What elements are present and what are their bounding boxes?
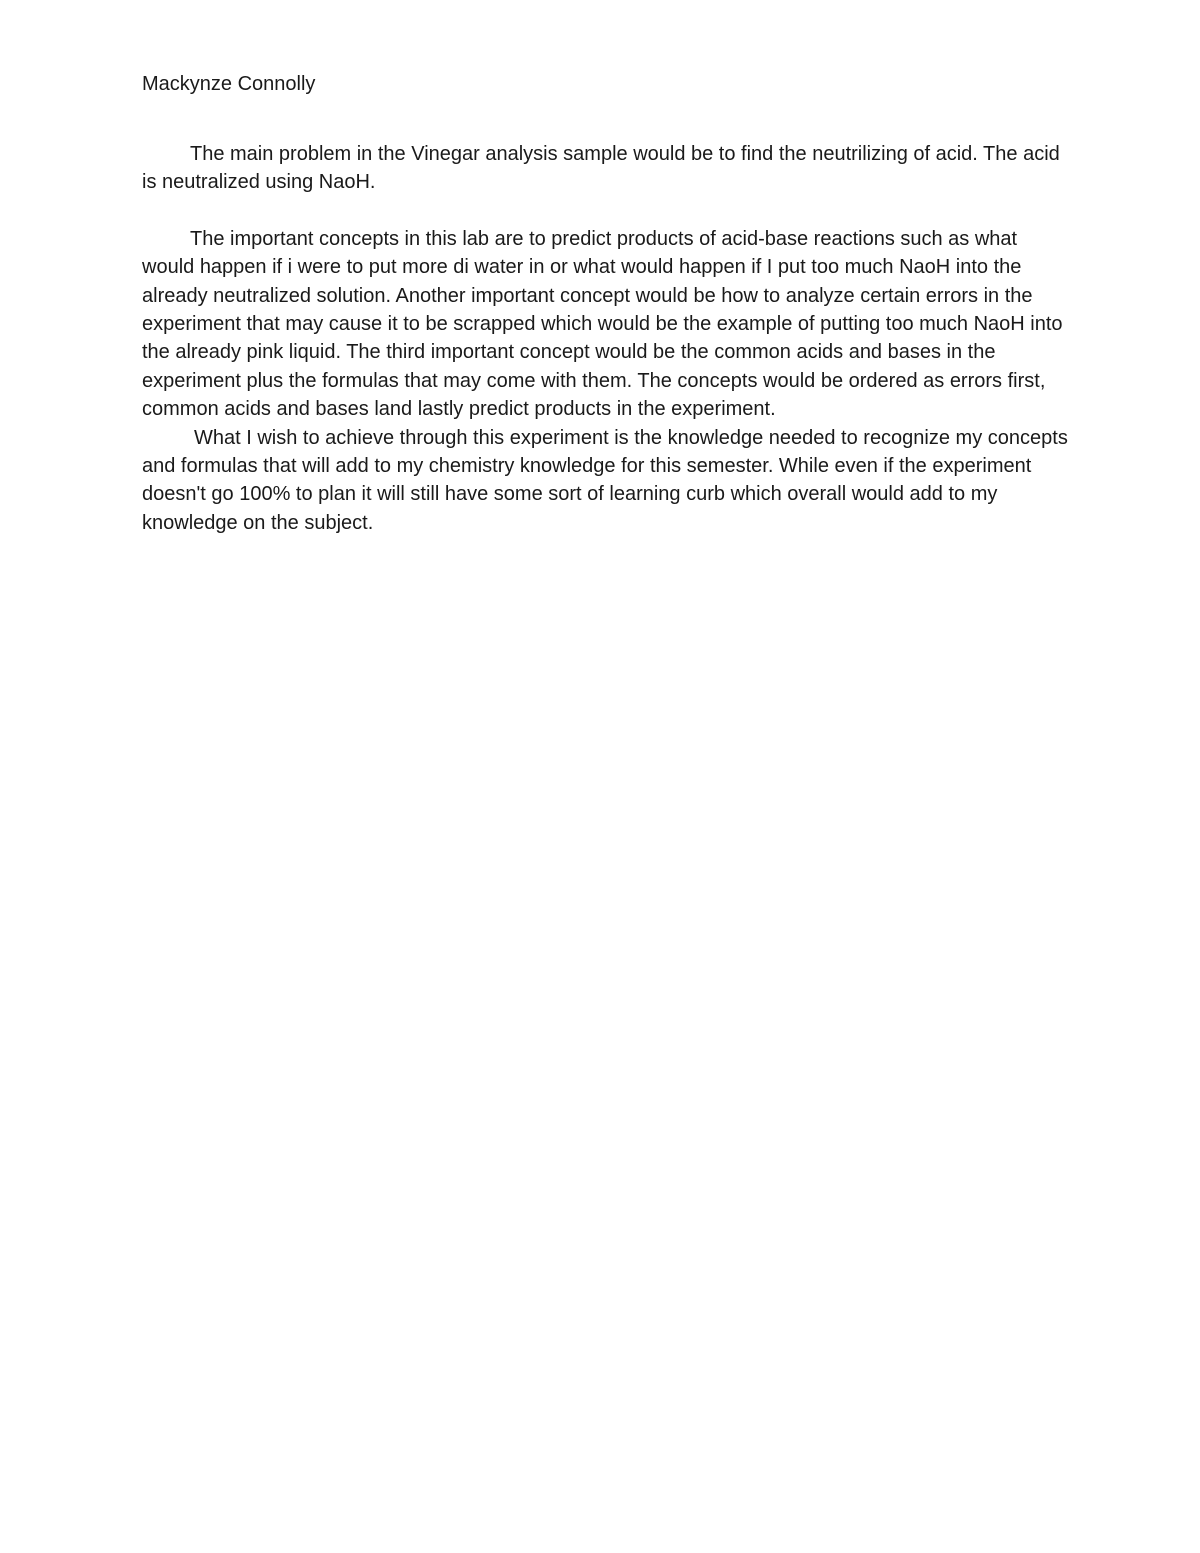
- paragraph-concepts: The important concepts in this lab are to predict products of acid-base reactions such as what would happen if i were to put more di water in or what would happen if I put too much NaoH into the already neutralized solution. Another important concept would be how to analyze certain errors in the experiment that may cause it to be scrapped which would be the example of putting too much NaoH into the already pink liquid. The third important concept would be the common acids and bases in the experiment plus the formulas that may come with them. The concepts would be ordered as errors first, common acids and bases land lastly predict products in the experiment.: [142, 227, 1063, 421]
- paragraph-goals: What I wish to achieve through this experiment is the knowledge needed to recognize my concepts and formulas that will add to my chemistry knowledge for this semester. While even if the experiment doesn't go 100% to plan it will still have some sort of learning curb which overall would add to my knowledge on the subject.: [142, 426, 1068, 534]
- document-body: [142, 140, 1072, 537]
- author-name: Mackynze Connolly: [142, 73, 316, 95]
- paragraph-problem: The main problem in the Vinegar analysis sample would be to find the neutrilizing of acid. The acid is neutralized using NaoH.: [142, 143, 1060, 194]
